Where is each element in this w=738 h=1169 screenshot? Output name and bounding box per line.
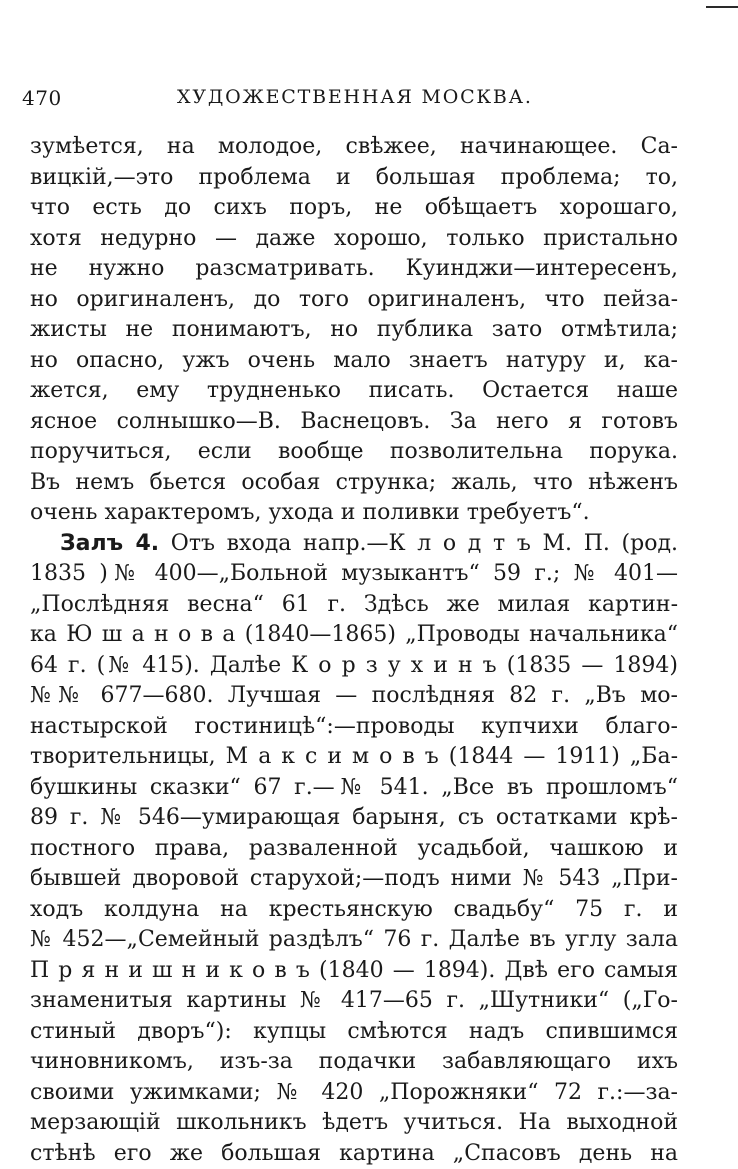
text-line: жется, ему трудненько писать. Остается наше [30, 376, 678, 407]
text-line: 64 г. (№ 415). Далѣе К о р з у х и н ъ (1835 — 1894) [30, 651, 678, 682]
text-line: № 452—„Семейный раздѣлъ“ 76 г. Далѣе въ углу зала [30, 925, 678, 956]
running-title: ХУДОЖЕСТВЕННАЯ МОСКВА. [177, 86, 533, 108]
text-line: №№ 677—680. Лучшая — послѣдняя 82 г. „Въ мо- [30, 681, 678, 712]
text-line: поручиться, если вообще позволительна порука. [30, 437, 678, 468]
text-line: жисты не понимаютъ, но публика зато отмѣтила; [30, 315, 678, 346]
text-line: знаменитыя картины № 417—65 г. „Шутники“ („Го- [30, 986, 678, 1017]
text-line: творительницы, М а к с и м о в ъ (1844 — 1911) „Ба- [30, 742, 678, 773]
text-line: зумѣется, на молодое, свѣжее, начинающее. Са- [30, 132, 678, 163]
paragraph-1 [30, 132, 678, 529]
text-line: мерзающій школьникъ ѣдетъ учиться. На выходной [30, 1108, 678, 1139]
text-line: стиный дворъ“): купцы смѣются надъ спившимся [30, 1017, 678, 1048]
first-line-text: Отъ входа напр.—К л о д т ъ М. П. (род. [171, 531, 678, 556]
text-line: ка Ю ш а н о в а (1840—1865) „Проводы начальника“ [30, 620, 678, 651]
text-line: П р я н и ш н и к о в ъ (1840 — 1894). Двѣ его самыя [30, 956, 678, 987]
text-line: не нужно разсматривать. Куинджи—интересенъ, [30, 254, 678, 285]
page-edge-mark [706, 6, 738, 8]
text-line: хотя недурно — даже хорошо, только пристально [30, 224, 678, 255]
text-line: чиновникомъ, изъ-за подачки забавляющаго ихъ [30, 1047, 678, 1078]
paragraph-2 [30, 529, 678, 1169]
text-line: но опасно, ужъ очень мало знаетъ натуру и, ка- [30, 346, 678, 377]
text-line: стѣнѣ его же большая картина „Спасовъ день на [30, 1139, 678, 1169]
text-line: своими ужимками; № 420 „Порожняки“ 72 г.:—за- [30, 1078, 678, 1109]
text-line: 1835 )№ 400—„Больной музыкантъ“ 59 г.; № 401— [30, 559, 678, 590]
hall-label: Залъ 4. [60, 531, 159, 556]
text-line: вицкій,—это проблема и большая проблема; то, [30, 163, 678, 194]
page-number: 470 [22, 86, 62, 110]
text-line: ходъ колдуна на крестьянскую свадьбу“ 75 г. и [30, 895, 678, 926]
page-header [22, 86, 682, 116]
text-line: Въ немъ бьется особая струнка; жаль, что нѣженъ [30, 468, 678, 499]
text-line: бывшей дворовой старухой;—подъ ними № 543 „При- [30, 864, 678, 895]
text-line: что есть до сихъ поръ, не обѣщаетъ хорошаго, [30, 193, 678, 224]
text-line-first [30, 529, 678, 560]
text-line: бушкины сказки“ 67 г.—№ 541. „Все въ прошломъ“ [30, 773, 678, 804]
text-line: очень характеромъ, ухода и поливки требуетъ“. [30, 498, 678, 529]
text-line: „Послѣдняя весна“ 61 г. Здѣсь же милая картин- [30, 590, 678, 621]
text-line: но оригиналенъ, до того оригиналенъ, что пейза- [30, 285, 678, 316]
body-text [30, 132, 678, 1169]
text-line: ясное солнышко—В. Васнецовъ. За него я готовъ [30, 407, 678, 438]
text-line: постного права, разваленной усадьбой, чашкою и [30, 834, 678, 865]
text-line: настырской гостиницѣ“:—проводы купчихи благо- [30, 712, 678, 743]
text-line: 89 г. № 546—умирающая барыня, съ остатками крѣ- [30, 803, 678, 834]
